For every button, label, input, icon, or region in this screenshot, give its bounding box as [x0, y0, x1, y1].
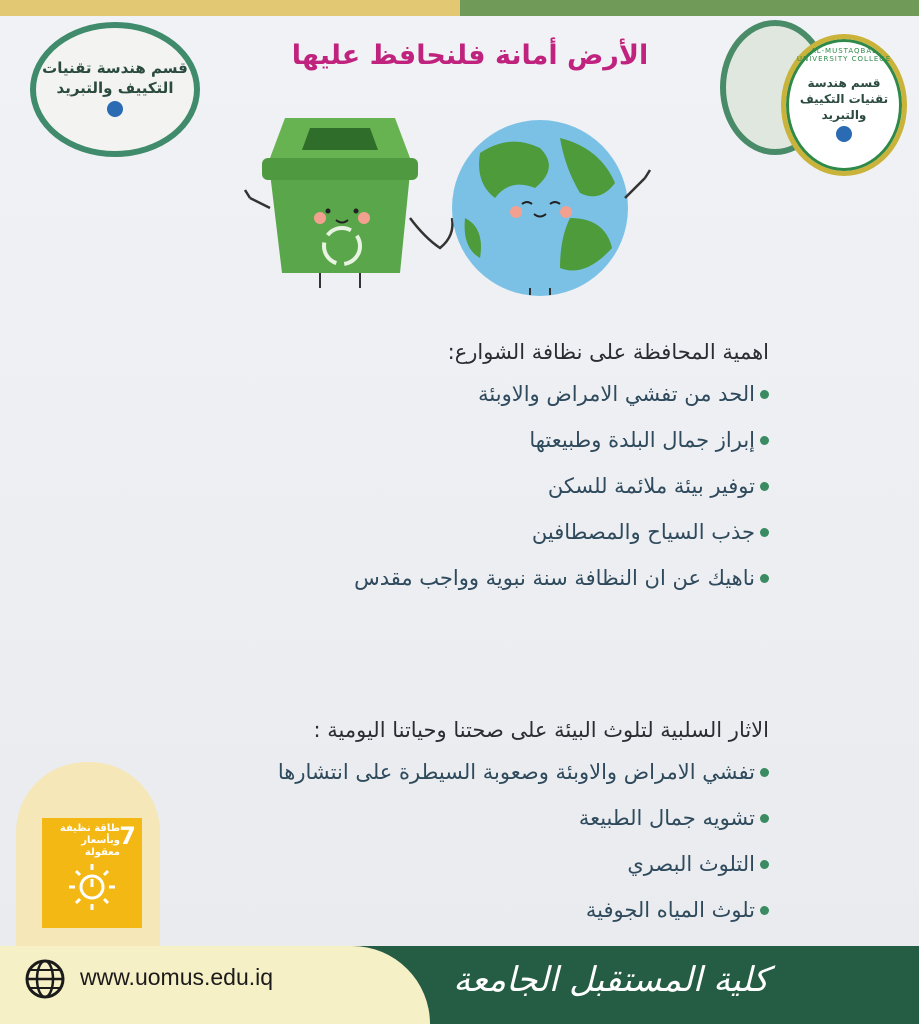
department-seal-logo	[781, 34, 907, 176]
top-bar-green	[460, 0, 919, 16]
sun-power-icon	[67, 862, 117, 912]
bullet-icon	[760, 768, 769, 777]
snowflake-icon	[107, 101, 123, 117]
list-item: ناهيك عن ان النظافة سنة نبوية وواجب مقدس	[354, 566, 769, 590]
bullet-icon	[760, 528, 769, 537]
bin-and-earth-illustration	[240, 108, 680, 298]
section2-heading: الاثار السلبية لتلوث البيئة على صحتنا وحياتنا اليومية :	[313, 718, 769, 742]
list-item: تلوث المياه الجوفية	[278, 898, 769, 922]
college-name: كلية المستقبل الجامعة	[453, 960, 769, 1000]
department-seal-left	[30, 22, 200, 157]
seal-ring-text: AL-MUSTAQBAL UNIVERSITY COLLEGE	[796, 47, 892, 63]
snowflake-icon	[836, 126, 852, 142]
sdg7-tile	[42, 818, 142, 928]
list-item: الحد من تفشي الامراض والاوبئة	[354, 382, 769, 406]
list-item: التلوث البصري	[278, 852, 769, 876]
bullet-icon	[760, 860, 769, 869]
poster-title: الأرض أمانة فلنحافظ عليها	[291, 40, 649, 71]
section-pollution-effects	[278, 718, 769, 922]
sdg-label: طاقة نظيفة وبأسعار معقولة	[59, 823, 120, 858]
list-item: جذب السياح والمصطافين	[354, 520, 769, 544]
bullet-icon	[760, 482, 769, 491]
list-item: إبراز جمال البلدة وطبيعتها	[354, 428, 769, 452]
bullet-icon	[760, 814, 769, 823]
seal-main-text: قسم هندسة تقنيات التكييف والتبريد	[799, 75, 889, 122]
list-item: تفشي الامراض والاوبئة وصعوبة السيطرة على انتشارها	[278, 760, 769, 784]
section-street-cleanliness	[354, 340, 769, 590]
bullet-icon	[760, 906, 769, 915]
globe-icon	[24, 958, 66, 1000]
list-item: توفير بيئة ملائمة للسكن	[354, 474, 769, 498]
section1-heading: اهمية المحافظة على نظافة الشوارع:	[447, 340, 769, 364]
website-url[interactable]: www.uomus.edu.iq	[80, 964, 274, 990]
bullet-icon	[760, 574, 769, 583]
list-item: تشويه جمال الطبيعة	[278, 806, 769, 830]
sdg-number: 7	[119, 822, 136, 850]
seal-left-text: قسم هندسة تقنيات التكييف والتبريد	[42, 59, 188, 97]
bullet-icon	[760, 390, 769, 399]
top-bar-gold	[0, 0, 460, 16]
bullet-icon	[760, 436, 769, 445]
